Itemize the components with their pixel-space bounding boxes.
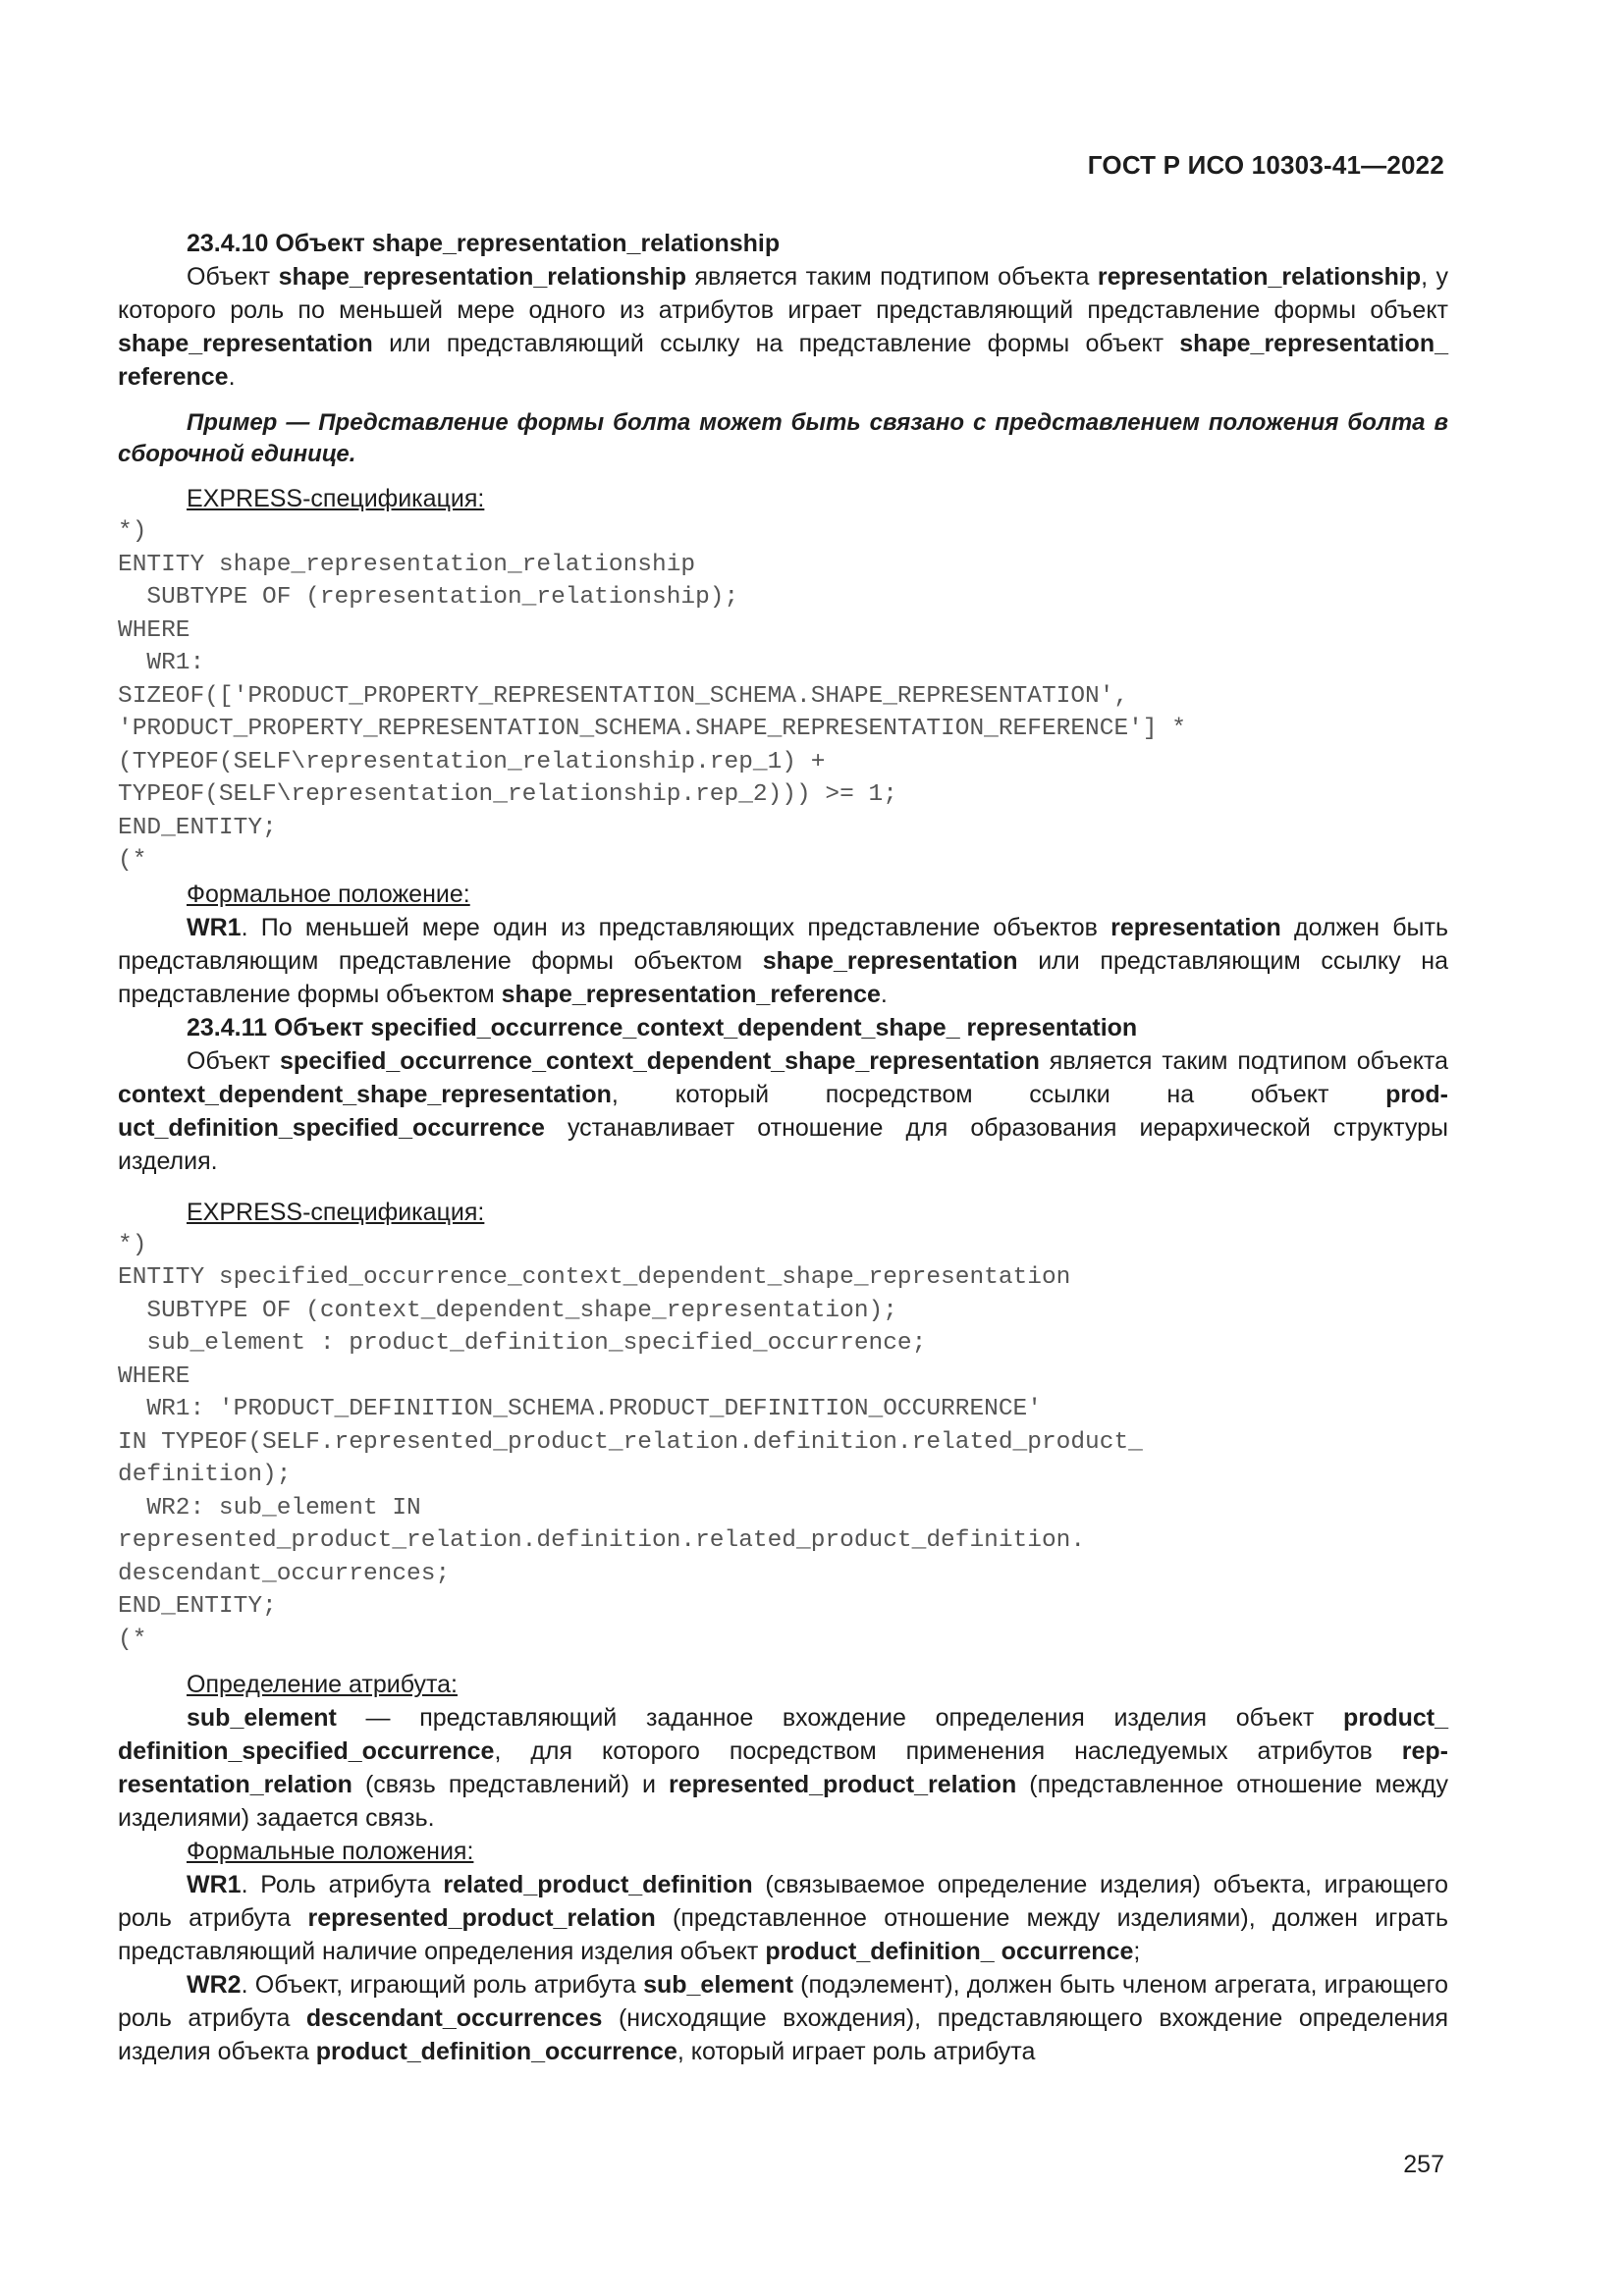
text-run: Объект [187, 263, 279, 291]
bold-term: specified_occurrence_context_dependent_shape_representation [280, 1046, 1040, 1075]
page-number: 257 [1403, 2151, 1444, 2178]
text-run: (связываемое определение изделия) объекта, играющего роль атрибута [118, 1871, 1448, 1932]
text-run: устанавливает отношение для образования иерархической структуры изделия. [118, 1113, 1448, 1175]
definition-paragraph-2 [118, 1044, 1448, 1178]
text-run: или представляющим ссылку на представление формы объектом [118, 946, 1448, 1008]
express-spec-label-2 [118, 1196, 1448, 1229]
text-run: 23.4.11 Объект specified_occurrence_context_dependent_shape_ representation [187, 1013, 1138, 1041]
text-run: , который посредством ссылки на объект [611, 1080, 1386, 1108]
bold-term: product_definition_specified_occurrence [118, 1080, 1448, 1142]
section-heading-23-4-11 [118, 1011, 1448, 1044]
bold-term: sub_element [187, 1704, 337, 1732]
bold-term: related_product_definition [443, 1871, 753, 1898]
text-run: Формальные положения: [187, 1838, 474, 1865]
text-run: (подэлемент), должен быть членом агрегата, играющего роль атрибута [118, 1971, 1448, 2032]
text-run: , который играет роль атрибута [677, 2038, 1036, 2065]
text-run: (связь представлений) и [352, 1771, 670, 1798]
text-run: (представленное отношение между изделиями) задается связь. [118, 1771, 1448, 1832]
attribute-definition-label [118, 1668, 1448, 1701]
text-run: , для которого посредством применения наследуемых атрибутов [494, 1737, 1402, 1765]
bold-term: represented_product_relation [307, 1904, 656, 1932]
bold-term: product_ definition_specified_occurrence [118, 1704, 1448, 1765]
bold-term: representation [1110, 913, 1281, 941]
text-run: или представляющий ссылку на представление формы объект [372, 330, 1180, 357]
express-code-block [118, 515, 1448, 878]
bold-term: shape_representation [762, 946, 1018, 975]
bold-term: shape_representation [118, 330, 373, 357]
text-run: . [880, 980, 888, 1008]
bold-term: WR1 [187, 1871, 242, 1898]
wr2-paragraph [118, 1968, 1448, 2068]
bold-term: sub_element [643, 1971, 793, 1999]
bold-term: representation_relation [118, 1737, 1448, 1798]
text-run: должен быть представляющим представление формы объектом [118, 913, 1448, 975]
text-run: . Роль атрибута [241, 1871, 444, 1898]
text-run: *) ENTITY specified_occurrence_context_dependent_shape_representation SUBTYPE OF (context_dependent_shape_representation); sub_element : product_definition_specified_occurrence; WHERE WR1: 'PRODUCT_DEFINITION_SCHEMA.PRODUCT_DEFINITION_OCCURRENCE' IN TYPEOF(SELF.represented_product_relation.definition.related_product_ definition); WR2: sub_element IN represented_product_relation.definition.related_product_definition. descendant_occurrences; END_ENTITY; (* [118, 1231, 1143, 1653]
bold-term: shape_representation_ reference [118, 330, 1448, 391]
text-run: Объект [187, 1046, 281, 1075]
text-run: Пример — Представление формы болта может быть связано с представлением положения болта в сборочной единице. [118, 409, 1448, 467]
text-run: — представляющий заданное вхождение определения изделия объект [336, 1704, 1344, 1732]
page-content [118, 227, 1448, 2068]
text-run: EXPRESS-спецификация: [187, 1198, 485, 1226]
formal-propositions-label [118, 1835, 1448, 1868]
bold-term: WR2 [187, 1971, 242, 1999]
text-run: Формальное положение: [187, 880, 470, 908]
bold-term: product_definition_ occurrence [765, 1938, 1134, 1965]
definition-paragraph [118, 260, 1448, 394]
bold-term: represented_product_relation [669, 1771, 1017, 1798]
bold-term: descendant_occurrences [305, 2004, 603, 2032]
bold-term: WR1 [187, 913, 242, 941]
example-note [118, 407, 1448, 470]
formal-proposition-label [118, 878, 1448, 911]
bold-term: shape_representation_relationship [278, 263, 686, 291]
express-code-block-2 [118, 1229, 1448, 1657]
text-run: EXPRESS-спецификация: [187, 485, 485, 512]
text-run: является таким подтипом объекта [686, 263, 1098, 291]
bold-term: context_dependent_shape_representation [118, 1080, 612, 1108]
text-run: Определение атрибута: [187, 1671, 458, 1698]
text-run: . По меньшей мере один из представляющих представление объектов [241, 913, 1111, 941]
bold-term: product_definition_occurrence [315, 2038, 677, 2065]
section-heading-23-4-10 [118, 227, 1448, 260]
document-code-header: ГОСТ Р ИСО 10303-41—2022 [1087, 150, 1444, 180]
wr1-paragraph [118, 911, 1448, 1011]
text-run: *) ENTITY shape_representation_relationship SUBTYPE OF (representation_relationship); WHERE WR1: SIZEOF(['PRODUCT_PROPERTY_REPRESENTATION_SCHEMA.SHAPE_REPRESENTATION', 'PRODUCT_PROPERTY_REPRESENTATION_SCHEMA.SHAPE_REPRESENTATION_REFERENCE'] * (TYPEOF(SELF\representation_relationship.rep_1) + TYPEOF(SELF\representation_relationship.rep_2))) >= 1; END_ENTITY; (* [118, 518, 1186, 874]
text-run: . [228, 363, 236, 391]
sub-element-paragraph [118, 1701, 1448, 1835]
bold-term: representation_relationship [1097, 263, 1422, 291]
text-run: , у которого роль по меньшей мере одного из атрибутов играет представляющий представление формы объект [118, 263, 1448, 324]
wr1-paragraph-2 [118, 1868, 1448, 1968]
express-spec-label [118, 482, 1448, 515]
text-run: . Объект, играющий роль атрибута [241, 1971, 644, 1999]
text-run: 23.4.10 Объект shape_representation_relationship [187, 230, 781, 257]
text-run: является таким подтипом объекта [1039, 1046, 1448, 1075]
text-run: ; [1133, 1938, 1141, 1965]
bold-term: shape_representation_reference [501, 980, 881, 1008]
text-run: (нисходящие вхождения), представляющего вхождение определения изделия объекта [118, 2004, 1448, 2065]
text-run: (представленное отношение между изделиями), должен играть представляющий наличие определения изделия объект [118, 1904, 1449, 1965]
